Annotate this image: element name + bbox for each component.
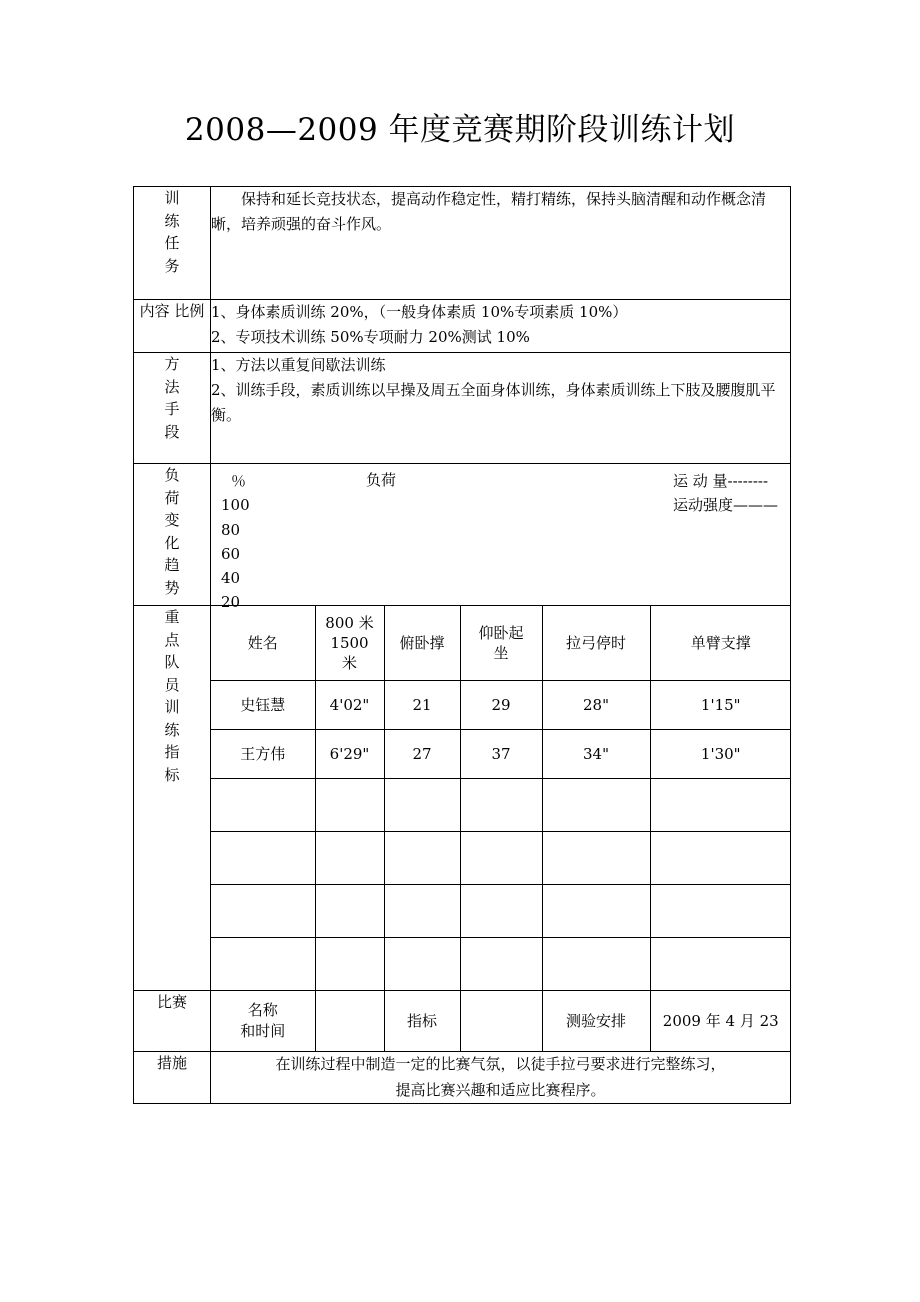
method-line2: 2、训练手段，素质训练以早操及周五全面身体训练，身体素质训练上下肢及腰腹肌平衡。 (211, 380, 776, 424)
athlete-hold: 34" (542, 730, 650, 779)
athlete-pushup (384, 885, 460, 938)
load-axis-tick: 100 (221, 496, 250, 515)
competition-target-value (460, 991, 542, 1051)
athlete-arm: 1'15" (650, 681, 791, 730)
method-line1: 1、方法以重复间歇法训练 (211, 356, 386, 374)
table-row (211, 730, 791, 779)
athlete-hold (542, 885, 650, 938)
load-axis-tick: 40 (221, 569, 241, 588)
athlete-table-header-row (211, 606, 791, 681)
col-header-run-line2: 1500 (330, 633, 369, 652)
cell-training-task-content (211, 187, 791, 300)
athlete-arm (650, 938, 791, 991)
label-char: 重 (164, 608, 180, 626)
page-title: 2008—2009 年度竞赛期阶段训练计划 (184, 112, 736, 148)
athlete-run (315, 938, 384, 991)
table-row-content-ratio (134, 300, 791, 353)
content-ratio-line1: 1、身体素质训练 20%，（一般身体素质 10%专项素质 10%） (211, 303, 628, 321)
label-line: 内容 (139, 302, 170, 320)
training-plan-table (133, 186, 791, 1104)
col-header-name: 姓名 (211, 606, 315, 681)
cell-competition (211, 991, 791, 1052)
label-char: 务 (164, 256, 180, 275)
competition-time-label: 和时间 (240, 1022, 286, 1040)
athlete-situp (460, 832, 542, 885)
label-char: 训 (164, 189, 180, 207)
row-label-load-trend (134, 464, 211, 606)
col-header-run (315, 606, 384, 681)
athlete-arm (650, 885, 791, 938)
load-axis-scale (221, 469, 250, 615)
label-char: 指 (164, 743, 180, 761)
col-header-run-line3: 米 (341, 654, 357, 673)
col-header-situp-line1: 仰卧起 (478, 623, 524, 642)
athlete-name: 王方伟 (211, 730, 315, 779)
load-chart-caption: 负荷 (366, 471, 397, 489)
table-row (211, 991, 791, 1051)
athlete-pushup (384, 938, 460, 991)
cell-content-ratio (211, 300, 791, 353)
label-char: 变 (164, 511, 180, 529)
athlete-name (211, 885, 315, 938)
table-row (211, 938, 791, 991)
label-char: 荷 (164, 488, 180, 507)
athlete-name (211, 779, 315, 832)
athlete-run (315, 832, 384, 885)
row-label-method (134, 353, 211, 464)
competition-test-value: 2009 年 4 月 23 (650, 991, 791, 1051)
label-char: 队 (164, 653, 180, 671)
table-row (211, 885, 791, 938)
athlete-situp (460, 779, 542, 832)
col-header-arm: 单臂支撑 (650, 606, 791, 681)
cell-measures-content (211, 1052, 791, 1104)
cell-athletes-table (211, 606, 791, 991)
competition-test-label: 测验安排 (542, 991, 650, 1051)
athlete-pushup: 21 (384, 681, 460, 730)
col-header-pushup: 俯卧撑 (384, 606, 460, 681)
label-char: 练 (164, 720, 180, 739)
label-char: 趋 (164, 556, 180, 574)
load-axis-tick: 80 (221, 520, 241, 539)
row-label-key-athletes (134, 606, 211, 991)
table-row-load-trend (134, 464, 791, 606)
legend-volume: 运 动 量-------- (672, 472, 769, 490)
legend-intensity: 运动强度——— (672, 496, 778, 515)
table-row-key-athletes (134, 606, 791, 991)
table-row (211, 681, 791, 730)
col-header-situp-line2: 坐 (493, 644, 509, 662)
cell-method-content (211, 353, 791, 464)
content-ratio-line2: 2、专项技术训练 50%专项耐力 20%测试 10% (211, 327, 530, 346)
row-label-measures: 措施 (134, 1052, 211, 1104)
cell-load-trend-chart (211, 464, 791, 612)
athlete-name (211, 832, 315, 885)
competition-table (211, 991, 791, 1051)
athlete-hold: 28" (542, 681, 650, 730)
athlete-pushup: 27 (384, 730, 460, 779)
athlete-hold (542, 938, 650, 991)
athlete-pushup (384, 832, 460, 885)
training-task-text: 保持和延长竞技状态，提高动作稳定性，精打精练，保持头脑清醒和动作概念清晰，培养顽强的奋斗作风。 (211, 190, 767, 233)
athlete-arm (650, 832, 791, 885)
athlete-name (211, 938, 315, 991)
label-char: 标 (164, 765, 180, 784)
load-axis-tick: 20 (221, 593, 241, 612)
table-row-competition (134, 991, 791, 1052)
label-char: 点 (164, 630, 180, 649)
measures-line1: 在训练过程中制造一定的比赛气氛，以徒手拉弓要求进行完整练习， (275, 1055, 726, 1073)
athlete-name: 史钰慧 (211, 681, 315, 730)
measures-line2: 提高比赛兴趣和适应比赛程序。 (395, 1080, 606, 1099)
athlete-situp (460, 938, 542, 991)
label-char: 法 (164, 377, 180, 396)
table-row-method (134, 353, 791, 464)
table-row-training-task (134, 187, 791, 300)
load-axis-unit: ％ (231, 472, 247, 490)
athlete-hold (542, 779, 650, 832)
label-line: 比例 (174, 302, 205, 320)
athlete-run: 6'29" (315, 730, 384, 779)
label-char: 手 (164, 400, 180, 418)
label-char: 方 (164, 355, 180, 373)
label-char: 任 (164, 234, 180, 252)
athlete-run (315, 779, 384, 832)
label-char: 训 (164, 698, 180, 716)
table-row-measures (134, 1052, 791, 1104)
label-char: 练 (164, 211, 180, 230)
label-char: 势 (164, 578, 180, 597)
col-header-run-line1: 800 米 (325, 613, 374, 632)
athlete-arm (650, 779, 791, 832)
competition-name-label: 名称 (247, 1001, 278, 1019)
label-char: 员 (164, 675, 180, 694)
competition-target-label: 指标 (384, 991, 460, 1051)
row-label-content-ratio (134, 300, 211, 353)
col-header-situp (460, 606, 542, 681)
load-chart-legend (673, 469, 778, 518)
col-header-hold: 拉弓停时 (542, 606, 650, 681)
competition-name-time-label (211, 991, 315, 1051)
label-char: 负 (164, 466, 180, 484)
athlete-metrics-table (211, 606, 791, 990)
athlete-situp: 29 (460, 681, 542, 730)
table-row (211, 779, 791, 832)
load-axis-tick: 60 (221, 544, 241, 563)
label-char: 化 (164, 533, 180, 552)
athlete-situp (460, 885, 542, 938)
athlete-arm: 1'30" (650, 730, 791, 779)
competition-name-time-value (315, 991, 384, 1051)
athlete-hold (542, 832, 650, 885)
athlete-run (315, 885, 384, 938)
athlete-run: 4'02" (315, 681, 384, 730)
label-char: 段 (164, 422, 180, 441)
athlete-situp: 37 (460, 730, 542, 779)
row-label-training-task (134, 187, 211, 300)
athlete-pushup (384, 779, 460, 832)
table-row (211, 832, 791, 885)
row-label-competition: 比赛 (134, 991, 211, 1052)
